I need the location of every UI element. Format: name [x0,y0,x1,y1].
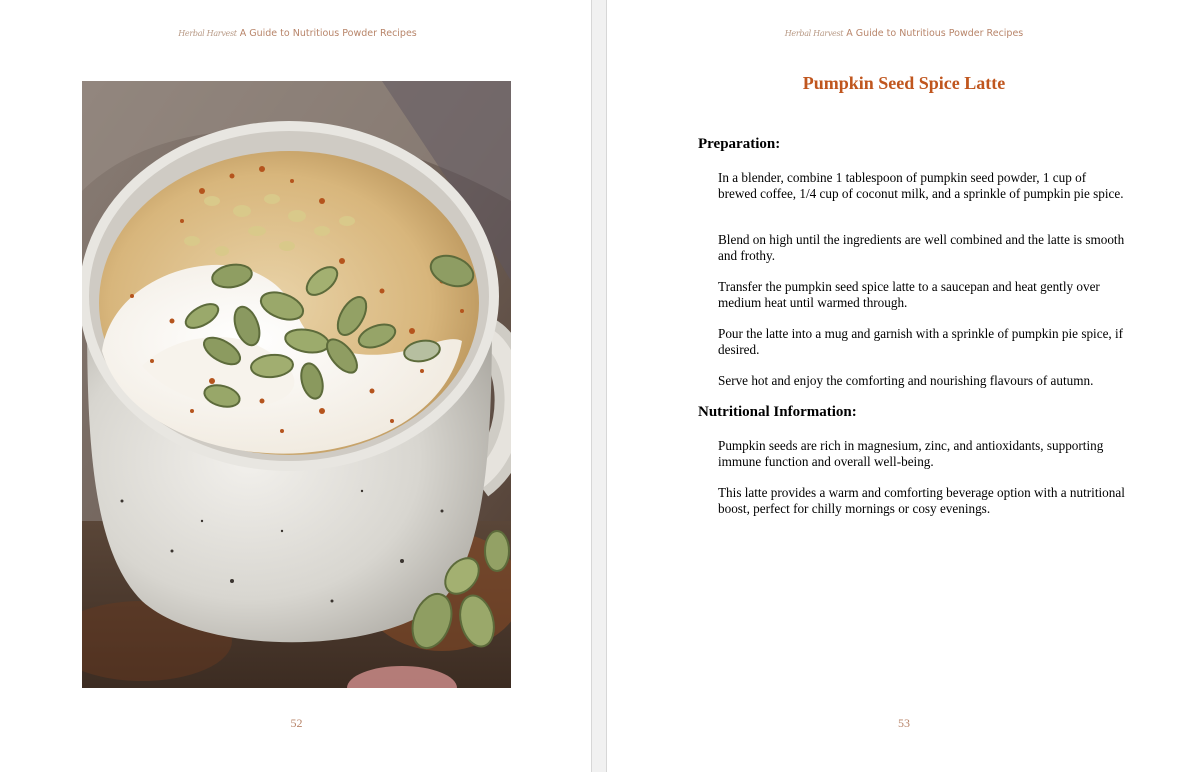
page-53 [607,0,1201,772]
pumpkin-spice-latte-photo [82,81,511,688]
running-header [607,28,1201,39]
header-script-logo: Herbal Harvest [178,29,237,38]
header-script-logo: Herbal Harvest [784,29,844,38]
preparation-step: Serve hot and enjoy the comforting and nourishing flavours of autumn. [718,373,1094,388]
page-gutter [591,0,607,772]
recipe-title: Pumpkin Seed Spice Latte [802,73,1006,93]
page-52 [0,0,591,772]
preparation-step: Pour the latte into a mug and garnish with a sprinkle of pumpkin pie spice, if desired. [718,326,1124,357]
header-title: A Guide to Nutritious Powder Recipes [239,28,417,39]
nutrition-heading: Nutritional Information: [698,404,857,420]
nutrition-point: Pumpkin seeds are rich in magnesium, zinc, and antioxidants, supporting immune function and overall well-being. [718,438,1104,469]
preparation-step: Transfer the pumpkin seed spice latte to a saucepan and heat gently over medium heat until warmed through. [718,279,1100,310]
preparation-step: In a blender, combine 1 tablespoon of pumpkin seed powder, 1 cup of brewed coffee, 1/4 cup of coconut milk, and a sprinkle of pumpkin pie spice. [718,170,1124,201]
page-number: 52 [290,716,303,730]
nutrition-point: This latte provides a warm and comforting beverage option with a nutritional boost, perfect for chilly mornings or cosy evenings. [718,485,1125,516]
preparation-step: Blend on high until the ingredients are well combined and the latte is smooth and frothy. [718,232,1125,263]
header-title: A Guide to Nutritious Powder Recipes [846,28,1024,39]
preparation-heading: Preparation: [698,136,781,152]
running-header [0,28,591,39]
page-number: 53 [898,716,910,730]
latte-illustration [82,81,511,688]
